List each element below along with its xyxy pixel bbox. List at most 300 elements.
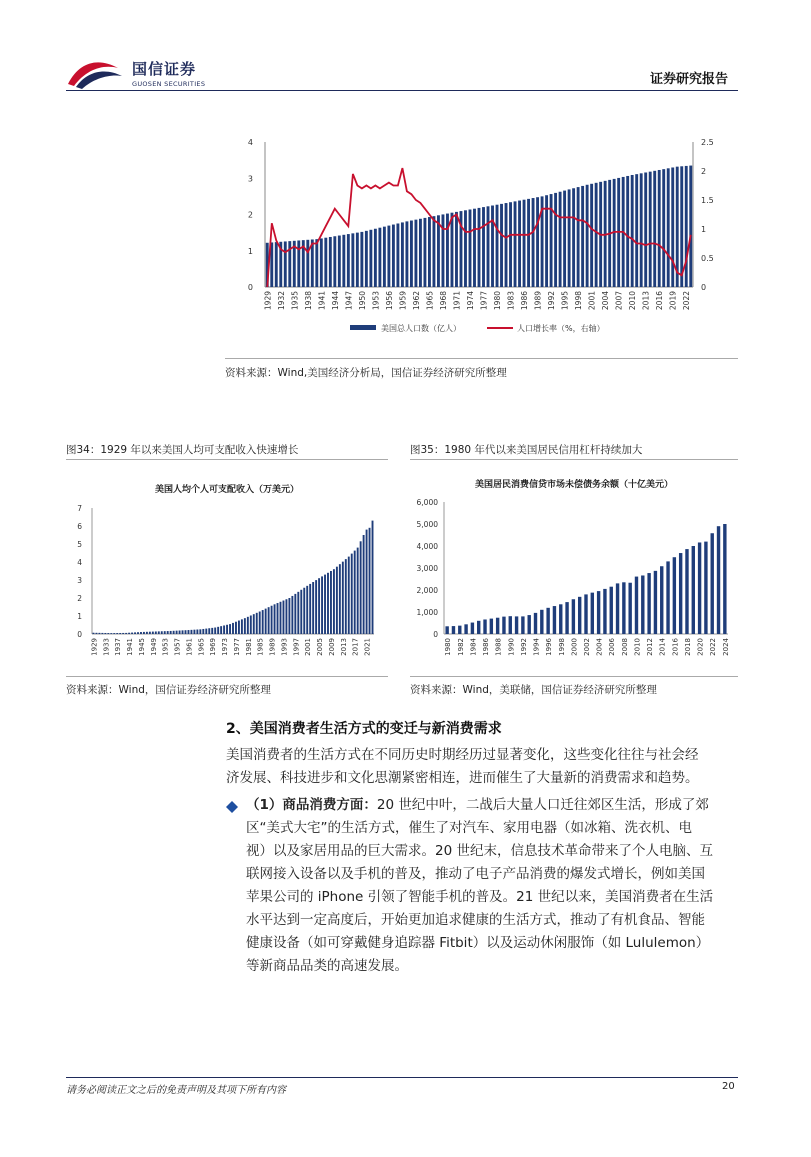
x-tick-label: 2018 bbox=[683, 638, 692, 656]
population-bar bbox=[365, 231, 368, 287]
bullet-line: 水平达到一定高度后，开始更加追求健康的生活方式，推动了有机食品、智能 bbox=[246, 912, 705, 928]
population-bar bbox=[324, 238, 327, 287]
diamond-bullet-icon bbox=[226, 798, 238, 810]
credit-bar bbox=[685, 549, 688, 634]
population-bar bbox=[369, 230, 372, 287]
income-bar bbox=[318, 578, 320, 634]
brand-logo bbox=[66, 56, 126, 90]
credit-bar bbox=[477, 621, 480, 634]
population-bar bbox=[635, 174, 638, 287]
page-number: 20 bbox=[722, 1081, 735, 1092]
population-chart bbox=[225, 130, 735, 355]
y-tick-label: 1 bbox=[77, 612, 82, 621]
bullet-line: 区“美式大宅”的生活方式，催生了对汽车、家用电器（如冰箱、洗衣机、电 bbox=[246, 820, 692, 836]
income-bar bbox=[134, 632, 136, 634]
population-bar bbox=[419, 219, 422, 287]
credit-bar bbox=[591, 593, 594, 634]
x-tick-label: 1988 bbox=[494, 638, 503, 656]
credit-bar bbox=[509, 616, 512, 634]
population-bar bbox=[649, 172, 652, 287]
x-tick-label: 2021 bbox=[363, 638, 372, 656]
population-bar bbox=[626, 176, 629, 287]
population-bar bbox=[586, 185, 589, 287]
x-tick-label: 1989 bbox=[533, 291, 543, 311]
income-bar bbox=[104, 633, 106, 634]
credit-bar bbox=[641, 575, 644, 634]
population-bar bbox=[644, 172, 647, 287]
income-bar bbox=[363, 535, 365, 634]
income-bar bbox=[182, 630, 184, 634]
population-bar bbox=[320, 238, 323, 287]
income-bar bbox=[330, 571, 332, 634]
x-tick-label: 1992 bbox=[547, 291, 557, 311]
income-bar bbox=[232, 623, 234, 634]
x-tick-label: 2009 bbox=[327, 638, 336, 656]
x-tick-label: 1935 bbox=[290, 291, 300, 311]
credit-bar bbox=[647, 573, 650, 634]
x-tick-label: 2010 bbox=[633, 638, 642, 656]
income-bar bbox=[214, 628, 216, 634]
y-tick-label: 3 bbox=[77, 576, 82, 585]
population-bar bbox=[284, 241, 287, 287]
income-bar bbox=[211, 628, 213, 634]
population-bar bbox=[360, 232, 363, 287]
x-tick-label: 1941 bbox=[126, 638, 135, 656]
population-bar bbox=[536, 197, 539, 287]
income-bar bbox=[357, 548, 359, 634]
population-bar bbox=[342, 235, 345, 287]
right-tick-label: 2 bbox=[701, 167, 707, 176]
population-bar bbox=[689, 166, 692, 287]
bullet-line: 视）以及家居用品的巨大需求。20 世纪末，信息技术革命带来了个人电脑、互 bbox=[246, 843, 713, 859]
x-tick-label: 2013 bbox=[641, 291, 651, 311]
x-tick-label: 1977 bbox=[232, 638, 241, 656]
income-bar bbox=[324, 575, 326, 634]
x-tick-label: 1947 bbox=[344, 291, 354, 311]
figure34-caption-divider bbox=[66, 459, 388, 460]
income-bar bbox=[113, 633, 115, 634]
income-bar bbox=[152, 632, 154, 634]
right-tick-label: 0 bbox=[701, 283, 707, 292]
income-chart bbox=[66, 498, 388, 670]
population-bar bbox=[374, 229, 377, 287]
income-bar bbox=[351, 554, 353, 634]
x-tick-label: 1938 bbox=[303, 291, 313, 311]
population-bar bbox=[333, 236, 336, 287]
population-bar bbox=[338, 236, 341, 287]
population-bar bbox=[563, 191, 566, 287]
income-bar bbox=[348, 557, 350, 634]
income-bar bbox=[271, 606, 273, 634]
income-bar bbox=[116, 633, 118, 634]
y-tick-label: 4,000 bbox=[416, 542, 438, 551]
population-bar bbox=[572, 188, 575, 287]
credit-bar bbox=[515, 616, 518, 634]
credit-bar bbox=[578, 597, 581, 634]
credit-bar bbox=[540, 610, 543, 634]
right-tick-label: 1 bbox=[701, 225, 707, 234]
x-tick-label: 1937 bbox=[114, 638, 123, 656]
x-tick-label: 2019 bbox=[668, 291, 678, 311]
intro-line: 美国消费者的生活方式在不同历史时期经历过显著变化，这些变化往往与社会经 bbox=[226, 747, 699, 763]
x-tick-label: 1977 bbox=[479, 291, 489, 311]
income-bar bbox=[119, 633, 121, 634]
x-tick-label: 1998 bbox=[557, 638, 566, 656]
x-tick-label: 1996 bbox=[545, 638, 554, 656]
x-tick-label: 1981 bbox=[244, 638, 253, 656]
x-tick-label: 1933 bbox=[102, 638, 111, 656]
x-tick-label: 1984 bbox=[469, 638, 478, 656]
intro-line: 济发展、科技进步和文化思潮紧密相连，进而催生了大量新的消费需求和趋势。 bbox=[226, 770, 699, 786]
population-bar bbox=[595, 183, 598, 287]
x-tick-label: 1962 bbox=[411, 291, 421, 311]
income-bar bbox=[140, 632, 142, 634]
income-bar bbox=[294, 594, 296, 634]
population-bar bbox=[356, 233, 359, 287]
x-tick-label: 1992 bbox=[519, 638, 528, 656]
x-tick-label: 1965 bbox=[425, 291, 435, 311]
footer-divider bbox=[66, 1077, 738, 1078]
x-tick-label: 2002 bbox=[583, 638, 591, 656]
right-tick-label: 0.5 bbox=[701, 254, 714, 263]
income-bar bbox=[101, 633, 103, 634]
population-bar bbox=[505, 203, 508, 287]
population-bar bbox=[433, 216, 436, 287]
x-tick-label: 2016 bbox=[671, 638, 680, 656]
legend-population-swatch bbox=[350, 325, 376, 330]
x-tick-label: 1956 bbox=[384, 291, 394, 311]
bullet-line: 等新商品品类的高速发展。 bbox=[246, 958, 408, 974]
income-bar bbox=[250, 615, 252, 634]
income-bar bbox=[125, 633, 127, 634]
y-tick-label: 2,000 bbox=[416, 586, 438, 595]
population-bar bbox=[469, 209, 472, 287]
population-bar bbox=[590, 184, 593, 287]
population-bar bbox=[455, 212, 458, 287]
credit-bar bbox=[553, 606, 556, 634]
income-bar bbox=[247, 617, 249, 634]
population-bar bbox=[509, 202, 512, 287]
x-tick-label: 1994 bbox=[532, 638, 541, 656]
bullet-line-first: （1）商品消费方面：20 世纪中叶，二战后大量人口迁往郊区生活，形成了郊 bbox=[246, 797, 709, 813]
population-bar bbox=[662, 169, 665, 287]
population-bar bbox=[478, 208, 481, 287]
x-tick-label: 1969 bbox=[209, 638, 218, 656]
x-tick-label: 2022 bbox=[682, 291, 692, 311]
figure35-caption-divider bbox=[410, 459, 738, 460]
population-bar bbox=[428, 217, 431, 287]
population-bar bbox=[658, 170, 661, 287]
y-tick-label: 6 bbox=[77, 522, 82, 531]
income-bar bbox=[179, 631, 181, 634]
x-tick-label: 2000 bbox=[570, 638, 579, 656]
x-tick-label: 2017 bbox=[351, 638, 360, 656]
income-bar bbox=[274, 604, 276, 634]
left-tick-label: 3 bbox=[247, 174, 253, 184]
x-tick-label: 1953 bbox=[371, 291, 381, 311]
income-bar bbox=[185, 630, 187, 634]
y-tick-label: 3,000 bbox=[416, 564, 438, 573]
chart1-source-divider bbox=[225, 358, 738, 359]
population-bar bbox=[496, 205, 499, 287]
income-bar bbox=[244, 618, 246, 634]
income-bar bbox=[208, 628, 210, 634]
x-tick-label: 2006 bbox=[608, 638, 617, 656]
report-type: 证券研究报告 bbox=[650, 72, 729, 87]
population-bar bbox=[473, 209, 476, 287]
x-tick-label: 1949 bbox=[149, 638, 158, 656]
credit-bar bbox=[559, 604, 562, 634]
population-bar bbox=[297, 240, 300, 287]
footer-disclaimer: 请务必阅读正文之后的免责声明及其项下所有内容 bbox=[66, 1085, 286, 1096]
income-bar bbox=[277, 603, 279, 634]
population-bar bbox=[392, 225, 395, 287]
income-bar bbox=[360, 541, 362, 634]
credit-bar bbox=[628, 583, 631, 634]
credit-bar bbox=[666, 561, 669, 634]
income-bar bbox=[158, 631, 160, 634]
x-tick-label: 1950 bbox=[357, 291, 367, 311]
population-bar bbox=[523, 200, 526, 287]
income-bar bbox=[342, 562, 344, 634]
population-bar bbox=[532, 198, 535, 287]
credit-bar bbox=[490, 619, 493, 634]
income-bar bbox=[366, 530, 368, 634]
income-bar bbox=[196, 630, 198, 635]
bullet-label: （1）商品消费方面： bbox=[246, 797, 377, 813]
y-tick-label: 0 bbox=[433, 630, 438, 639]
credit-bar bbox=[534, 613, 537, 634]
credit-bar bbox=[704, 542, 707, 634]
x-tick-label: 1982 bbox=[456, 638, 465, 656]
income-bar bbox=[327, 573, 329, 634]
income-bar bbox=[315, 580, 317, 634]
income-bar bbox=[256, 613, 258, 634]
x-tick-label: 2001 bbox=[587, 291, 597, 311]
credit-bar bbox=[584, 594, 587, 634]
income-bar bbox=[190, 630, 192, 634]
credit-bar bbox=[483, 619, 486, 634]
income-bar bbox=[96, 633, 98, 634]
x-tick-label: 1959 bbox=[398, 291, 408, 311]
income-bar bbox=[170, 631, 172, 634]
y-tick-label: 5,000 bbox=[416, 520, 438, 529]
x-tick-label: 1997 bbox=[292, 638, 301, 656]
credit-bar bbox=[679, 553, 682, 634]
population-bar bbox=[351, 233, 354, 287]
x-tick-label: 1941 bbox=[317, 291, 327, 311]
income-bar bbox=[262, 610, 264, 634]
income-bar bbox=[164, 631, 166, 634]
x-tick-label: 2007 bbox=[614, 291, 624, 311]
population-bar bbox=[423, 218, 426, 287]
brand-name-cn: 国信证券 bbox=[132, 60, 197, 78]
x-tick-label: 1993 bbox=[280, 638, 289, 656]
credit-bar bbox=[698, 542, 701, 634]
bullet-paragraph bbox=[246, 794, 741, 978]
population-bar bbox=[451, 213, 454, 287]
credit-bar bbox=[603, 589, 606, 634]
income-bar bbox=[238, 621, 240, 634]
population-bar bbox=[329, 237, 332, 287]
income-bar bbox=[146, 632, 148, 634]
population-bar bbox=[680, 166, 683, 287]
credit-bar bbox=[635, 577, 638, 634]
population-bar bbox=[347, 234, 350, 287]
x-tick-label: 2022 bbox=[709, 638, 718, 656]
y-tick-label: 2 bbox=[77, 594, 82, 603]
x-tick-label: 2001 bbox=[304, 638, 313, 656]
y-tick-label: 1,000 bbox=[416, 608, 438, 617]
credit-bar bbox=[616, 583, 619, 634]
income-bar bbox=[128, 633, 130, 634]
income-bar bbox=[205, 629, 207, 634]
population-bar bbox=[577, 187, 580, 287]
population-bar bbox=[405, 221, 408, 287]
x-tick-label: 1965 bbox=[197, 638, 206, 656]
population-bar bbox=[315, 239, 318, 287]
x-tick-label: 1986 bbox=[520, 291, 530, 311]
income-bar bbox=[98, 633, 100, 634]
income-bar bbox=[312, 582, 314, 634]
x-tick-label: 2005 bbox=[316, 638, 325, 656]
x-tick-label: 1986 bbox=[482, 638, 491, 656]
x-tick-label: 2024 bbox=[721, 638, 730, 656]
x-tick-label: 2013 bbox=[339, 638, 348, 656]
brand-name-en: GUOSEN SECURITIES bbox=[132, 80, 206, 88]
income-bar bbox=[259, 612, 261, 635]
population-bar bbox=[482, 207, 485, 287]
population-bar bbox=[554, 193, 557, 287]
intro-paragraph bbox=[226, 744, 741, 790]
income-bar bbox=[306, 586, 308, 634]
header-divider bbox=[66, 90, 738, 91]
chart3-source-divider bbox=[410, 676, 738, 677]
income-bar bbox=[199, 629, 201, 634]
income-bar bbox=[217, 627, 219, 634]
chart2-source: 资料来源：Wind，国信证券经济研究所整理 bbox=[66, 684, 271, 696]
income-bar bbox=[167, 631, 169, 634]
logo-mark-icon bbox=[66, 56, 126, 90]
credit-bar bbox=[723, 524, 726, 634]
legend-population-label: 美国总人口数（亿人） bbox=[381, 324, 461, 333]
income-bar bbox=[226, 625, 228, 634]
right-tick-label: 2.5 bbox=[701, 138, 714, 147]
x-tick-label: 2010 bbox=[628, 291, 638, 311]
population-bar bbox=[401, 222, 404, 287]
credit-chart bbox=[410, 494, 738, 670]
population-bar bbox=[275, 242, 278, 287]
income-bar bbox=[372, 521, 374, 634]
credit-bar bbox=[654, 571, 657, 634]
bullet-line: 联网接入设备以及手机的普及，推动了电子产品消费的爆发式增长，例如美国 bbox=[246, 866, 705, 882]
x-tick-label: 1998 bbox=[574, 291, 584, 311]
population-bar bbox=[685, 166, 688, 287]
population-bar bbox=[653, 171, 656, 287]
income-bar bbox=[235, 622, 237, 634]
figure34-caption: 图34：1929 年以来美国人均可支配收入快速增长 bbox=[66, 444, 299, 456]
x-tick-label: 2016 bbox=[655, 291, 665, 311]
population-bar bbox=[487, 206, 490, 287]
x-tick-label: 1985 bbox=[256, 638, 265, 656]
figure35-caption: 图35：1980 年代以来美国居民信用杠杆持续加大 bbox=[410, 444, 643, 456]
income-bar bbox=[193, 630, 195, 634]
section-heading: 2、美国消费者生活方式的变迁与新消费需求 bbox=[226, 721, 502, 737]
income-bar bbox=[188, 630, 190, 634]
income-bar bbox=[303, 588, 305, 634]
x-tick-label: 1932 bbox=[276, 291, 286, 311]
income-bar bbox=[354, 551, 356, 634]
chart2-source-divider bbox=[66, 676, 388, 677]
x-tick-label: 1983 bbox=[506, 291, 516, 311]
x-tick-label: 1974 bbox=[465, 291, 475, 311]
bullet-line: 健康设备（如可穿戴健身追踪器 Fitbit）以及运动休闲服饰（如 Lululemon） bbox=[246, 935, 710, 951]
income-bar bbox=[336, 567, 338, 634]
income-bar bbox=[268, 607, 270, 634]
chart3-source: 资料来源：Wind，美联储，国信证券经济研究所整理 bbox=[410, 684, 657, 696]
x-tick-label: 1989 bbox=[268, 638, 277, 656]
income-bar bbox=[107, 633, 109, 634]
x-tick-label: 1945 bbox=[137, 638, 146, 656]
income-bar bbox=[321, 576, 323, 634]
x-tick-label: 2008 bbox=[620, 638, 629, 656]
income-bar bbox=[229, 624, 231, 634]
credit-bar bbox=[565, 602, 568, 634]
income-bar bbox=[265, 609, 267, 634]
credit-bar bbox=[521, 616, 524, 634]
income-bar bbox=[155, 631, 157, 634]
legend-growth-label: 人口增长率（%，右轴） bbox=[517, 324, 605, 333]
y-tick-label: 0 bbox=[77, 630, 82, 639]
x-tick-label: 2012 bbox=[646, 638, 655, 656]
income-bar bbox=[223, 625, 225, 634]
credit-bar bbox=[673, 557, 676, 634]
population-bar bbox=[500, 204, 503, 287]
population-bar bbox=[378, 228, 381, 287]
credit-bar bbox=[692, 546, 695, 634]
chart2-title: 美国人均个人可支配收入（万美元） bbox=[154, 485, 299, 495]
income-bar bbox=[161, 631, 163, 634]
x-tick-label: 2004 bbox=[601, 291, 611, 311]
income-bar bbox=[241, 619, 243, 634]
credit-bar bbox=[717, 526, 720, 634]
credit-bar bbox=[610, 587, 613, 634]
credit-bar bbox=[711, 533, 714, 634]
income-bar bbox=[288, 598, 290, 634]
income-bar bbox=[339, 564, 341, 634]
population-bar bbox=[442, 214, 445, 287]
population-bar bbox=[581, 186, 584, 287]
x-tick-label: 1953 bbox=[161, 638, 170, 656]
income-bar bbox=[283, 601, 285, 634]
population-bar bbox=[464, 210, 467, 287]
population-bar bbox=[437, 215, 440, 287]
y-tick-label: 5 bbox=[77, 540, 82, 549]
y-tick-label: 4 bbox=[77, 558, 82, 567]
x-tick-label: 1929 bbox=[90, 638, 99, 656]
bullet-line: 苹果公司的 iPhone 引领了智能手机的普及。21 世纪以来，美国消费者在生活 bbox=[246, 889, 714, 905]
x-tick-label: 1961 bbox=[185, 638, 194, 656]
income-bar bbox=[176, 631, 178, 634]
x-tick-label: 2004 bbox=[595, 638, 604, 656]
right-tick-label: 1.5 bbox=[701, 196, 714, 205]
income-bar bbox=[143, 632, 145, 634]
income-bar bbox=[253, 614, 255, 634]
x-tick-label: 1995 bbox=[560, 291, 570, 311]
chart1-source: 资料来源：Wind,美国经济分析局，国信证券经济研究所整理 bbox=[225, 367, 507, 379]
population-bar bbox=[410, 221, 413, 287]
income-bar bbox=[300, 590, 302, 634]
